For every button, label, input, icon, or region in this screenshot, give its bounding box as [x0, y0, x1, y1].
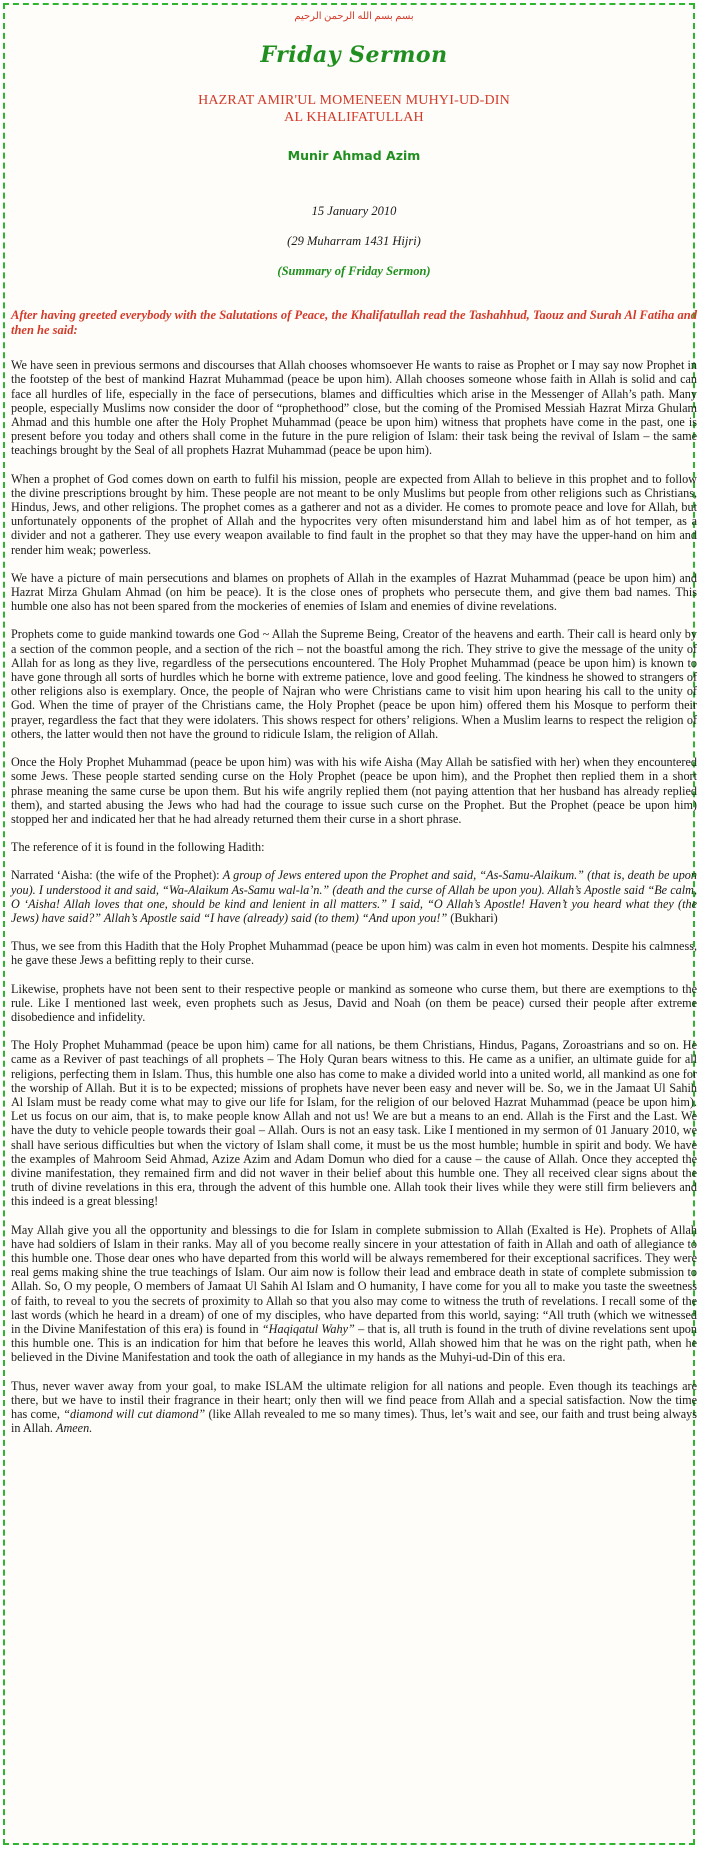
page-title: Friday Sermon [260, 42, 448, 69]
bismillah: بسم بسم الله الرحمن الرحيم [294, 11, 414, 22]
hadith-paragraph [11, 868, 697, 925]
hijri-date: (29 Muharram 1431 Hijri) [287, 233, 421, 248]
page-frame [3, 3, 698, 1845]
hadith-prefix: Narrated ‘Aisha: (the wife of the Prophet): [11, 868, 223, 883]
paragraph: We have seen in previous sermons and discourses that Allah chooses whomsoever He wants to raise as Prophet or I may say now Prophet in the footstep of the best of mankind Hazrat Muhammad (peace be upon him). Allah chooses someone whose faith in Allah is solid and can face all hurdles of life, especially in the face of persecutions, blames and difficulties which arise in the Messenger of Allah’s path. Many people, especially Muslims now consider the door of “prophethood” close, but the coming of the Promised Messiah Hazrat Mirza Ghulam Ahmad and this humble one after the Holy Prophet Muhammad (peace be upon him) witness that prophets have come in the past, one is present before you today and others shall come in the future in the pure religion of Islam: their task being the revival of Islam – the same teachings brought by the Seal of all prophets Hazrat Muhammad (peace be upon him). [11, 358, 697, 458]
caliph-line-2: AL KHALIFATULLAH [284, 110, 424, 126]
intro-paragraph: After having greeted everybody with the Salutations of Peace, the Khalifatullah read the Tashahhud, Taouz and Surah Al Fatiha and then he said: [11, 308, 697, 338]
author-name: Munir Ahmad Azim [287, 148, 421, 164]
sermon-content [11, 5, 697, 1435]
closing-ameen: Ameen. [56, 1421, 93, 1436]
paragraph: When a prophet of God comes down on earth to fulfil his mission, people are expected from Allah to believe in this prophet and to follow the divine prescriptions brought by him. These people are not meant to be only Muslims but people from other religions such as Christians, Hindus, Jews, and other religions. The prophet comes as a gatherer and not as a divider. He comes to promote peace and love for Allah, but unfortunately opponents of the prophet of Allah and the hypocrites very often misunderstand him and label him as of hot temper, as a divider and not a gatherer. They use every weapon available to find fault in the prophet so that they may have the upper-hand on him and render him weak; powerless. [11, 471, 697, 557]
hadith-text: A group of Jews entered upon the Prophet and said, “As-Samu-Alaikum.” (that is, death be upon you). I understood it and said, “Wa-Alaikum As-Samu wal-la’n.” (death and the curse of Allah be upon you). Allah’s Apostle said “Be calm, O ‘Aisha! Allah loves that one, should be kind and lenient in all matters.” I said, “O Allah’s Apostle! Haven’t you heard what they (the Jews) have said?” Allah’s Apostle said “I have (already) said (to them) “And upon you!” [11, 868, 697, 925]
sermon-date: 15 January 2010 [311, 203, 397, 218]
paragraph: Prophets come to guide mankind towards one God ~ Allah the Supreme Being, Creator of the heavens and earth. Their call is heard only by a section of the common people, and a section of the rich – not the boastful among the rich. They strive to give the message of the unity of Allah for as long as they live, regardless of the persecutions encountered. The Holy Prophet Muhammad (peace be upon him) is known to have gone through all sorts of hurdles which he borne with extreme patience, love and good feeling. The kindness he showed to strangers of other religions also is exemplary. Once, the people of Najran who were Christians came to visit him upon hearing his call to the unity of God. When the time of prayer of the Christians came, the Holy Prophet (peace be upon him) offered them his Mosque to perform their prayer, regardless the fact that they were idolaters. This shows respect for others’ religions. When a Muslim learns to respect the religion of others, the latter would then not have the ground to ridicule Islam, the religion of Allah. [11, 627, 697, 741]
paragraph: Thus, never waver away from your goal, to make ISLAM the ultimate religion for all nations and people. Even though its teachings are there, but we have to instil their fragrance in their heart; only then will we find peace from Allah and a special satisfaction. Now the time has come, “diamond will cut diamond” (like Allah revealed to me so many times). Thus, let’s wait and see, our faith and trust being always in Allah. Ameen. [11, 1378, 698, 1436]
hadith-source: (Bukhari) [447, 910, 498, 925]
caliph-heading [11, 92, 697, 126]
paragraph: The reference of it is found in the following Hadith: [11, 840, 265, 855]
paragraph: May Allah give you all the opportunity and blessings to die for Islam in complete submission to Allah (Exalted is He). Prophets of Allah have had soldiers of Islam in their ranks. May all of you become really sincere in your attestation of faith in Allah and oath of allegiance to this humble one. Those dear ones who have departed from this world will be always remembered for their exceptional sacrifices. They were real gems making shine the true teachings of Islam. Our aim now is follow their lead and embrace death in state of complete submission to Allah. So, O my people, O members of Jamaat Ul Sahih Al Islam and O humanity, I have come for you all to make you taste the sweetness of faith, to reveal to you the secrets of proximity to Allah so that you also may come to witness the truth of revelations. I recall some of the last words (which he heard in a dream) of one of my disciples, who have departed from this world, saying: “All truth (which we witnessed in the Divine Manifestation of this era) is found in “Haqiqatul Wahy” – that is, all truth is found in the truth of divine revelations sent upon this humble one. This is an indication for him that before he leaves this world, Allah showed him that he was on the right path, when he believed in the Divine Manifestation and took the oath of allegiance in my hands as the Muhyi-ud-Din of this era. [11, 1222, 697, 1365]
emphasis: “Haqiqatul Wahy” [261, 1322, 355, 1336]
paragraph: Thus, we see from this Hadith that the Holy Prophet Muhammad (peace be upon him) was calm in even hot moments. Despite his calmness, he gave these Jews a befitting reply to their curse. [11, 939, 697, 968]
caliph-line-1: HAZRAT AMIR'UL MOMENEEN MUHYI-UD-DIN [198, 93, 510, 109]
summary-label: (Summary of Friday Sermon) [277, 264, 431, 279]
emphasis: “diamond will cut diamond” [63, 1407, 206, 1422]
paragraph: The Holy Prophet Muhammad (peace be upon him) came for all nations, be them Christians, Hindus, Pagans, Zoroastrians and so on. He came as a Reviver of past teachings of all prophets – The Holy Quran bears witness to this. He came as a unifier, an ultimate guide for all religions, perfecting them in Islam. Thus, this humble one also has come to make a divided world into a united world, all mankind as one for the worship of Allah. But it is to be expected; missions of prophets have never been easy and never will be. So, we in the Jamaat Ul Sahih Al Islam must be ready come what may to give our life for Islam, for the religion of our beloved Hazrat Muhammad (peace be upon him). Let us focus on our aim, that is, to make people know Allah and not us! We are but a means to an end. Allah is the First and the Last. We have the duty to vehicle people towards their goal – Allah. Ours is not an easy task. Like I mentioned in my sermon of 01 January 2010, we shall have serious difficulties but when the victory of Islam shall come, it must be us the most humble; humble in spirit and body. We have the examples of Mahroom Seid Ahmad, Azize Azim and Adam Domun who died for a cause – the cause of Allah. Once they accepted the divine manifestation, they remained firm and did not waver in their belief about this humble one. They all received clear signs about the truth of divine revelations in this era, through the advent of this humble one. Allah took their lives while they were still firm believers and this indeed is a great blessing! [11, 1038, 697, 1209]
paragraph: We have a picture of main persecutions and blames on prophets of Allah in the examples of Hazrat Muhammad (peace be upon him) and Hazrat Mirza Ghulam Ahmad (on him be peace). It is the close ones of prophets who persecute them, and give them bad names. This humble one also has not been spared from the mockeries of enemies of Islam and enemies of divine revelations. [11, 570, 697, 614]
paragraph: Likewise, prophets have not been sent to their respective people or mankind as someone who curse them, but there are exemptions to the rule. Like I mentioned last week, even prophets such as Jesus, David and Noah (on them be peace) cursed their people after extreme disobedience and infidelity. [11, 981, 697, 1024]
paragraph: Once the Holy Prophet Muhammad (peace be upon him) was with his wife Aisha (May Allah be satisfied with her) when they encountered some Jews. These people started sending curse on the Holy Prophet (peace be upon him), and the Prophet then replied them in a short phrase meaning the same curse be upon them. But his wife angrily replied them (not paying attention that her husband has already replied them), and started abusing the Jews who had had the courage to issue such curse on the Prophet. But the Prophet (peace be upon him) stopped her and indicated her that he had already returned them their curse in a short phrase. [11, 755, 697, 826]
